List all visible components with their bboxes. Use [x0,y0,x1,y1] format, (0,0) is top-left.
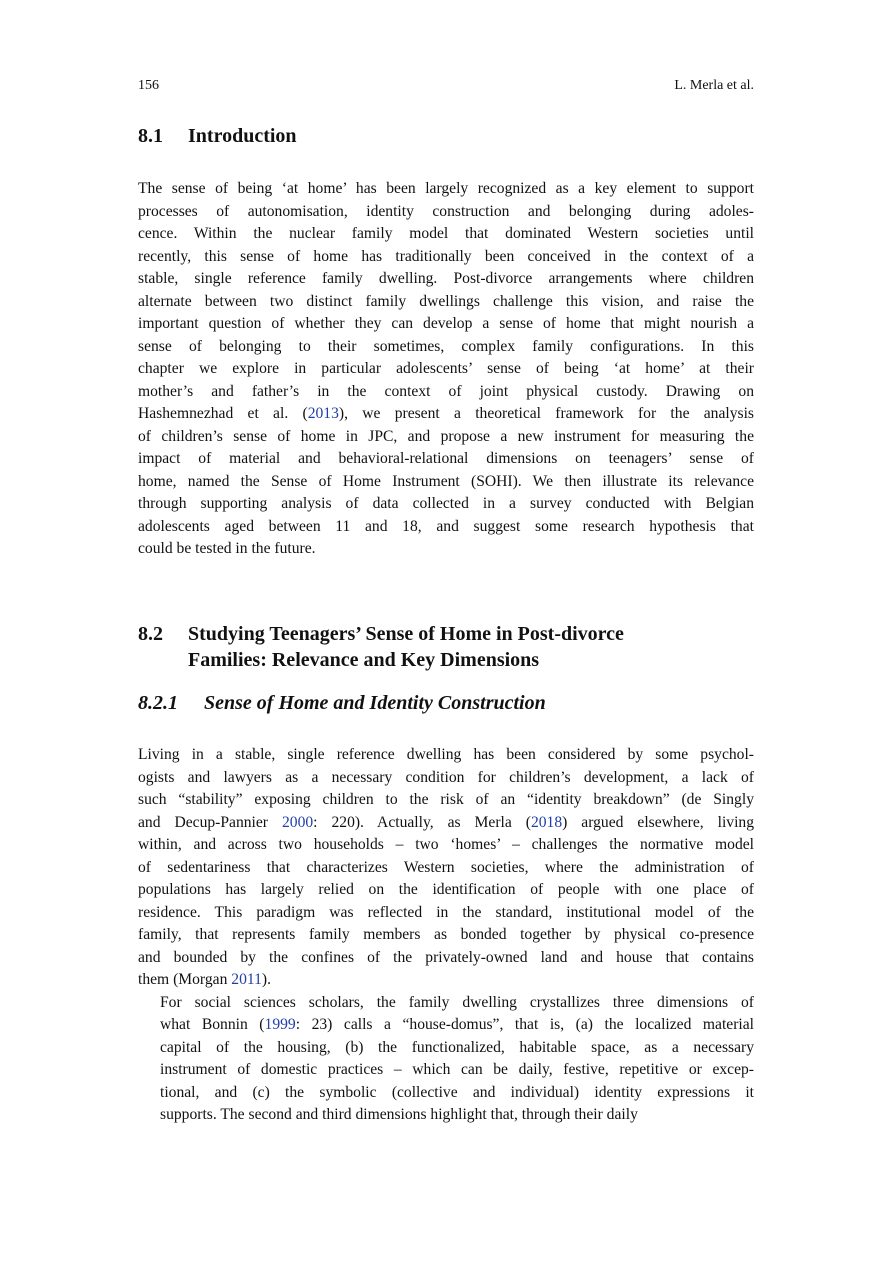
text-line [138,246,754,269]
text-segment: tional, and (c) the symbolic (collective and individual) identity expressions it [160,1083,754,1101]
citation-year-link[interactable]: 1999 [264,1016,296,1033]
text-segment: chapter we explore in particular adolescents’ sense of being ‘at home’ at their [138,360,754,377]
citation-year-link[interactable]: 2013 [307,405,339,422]
text-segment: within, and across two households – two ‘homes’ – challenges the normative model [138,836,754,853]
text-segment: what Bonnin ( [160,1016,265,1033]
text-segment: important question of whether they can develop a sense of home that might nourish a [138,315,754,332]
text-segment: ogists and lawyers as a necessary condition for children’s development, a lack of [138,768,754,786]
citation-year-link[interactable]: 2018 [530,813,563,831]
text-segment: and bounded by the confines of the privately-owned land and house that contains [138,948,754,966]
text-segment: : 23) calls a “house-domus”, that is, (a) the localized material [295,1016,754,1033]
text-segment: sense of belonging to their sometimes, complex family configurations. In this [138,337,754,355]
text-segment: Living in a stable, single reference dwelling has been considered by some psychol- [138,746,754,763]
text-line [138,493,754,516]
text-line [138,947,754,970]
text-segment: impact of material and behavioral-relational dimensions on teenagers’ sense of [138,450,754,467]
text-segment: residence. This paradigm was reflected in the standard, institutional model of the [138,903,754,921]
text-line [138,313,754,336]
text-segment: them (Morgan [138,971,232,988]
text-segment: ), we present a theoretical framework for the analysis [338,405,754,422]
text-line [138,924,754,947]
text-segment: ) argued elsewhere, living [562,813,754,831]
text-segment: capital of the housing, (b) the functionalized, habitable space, as a necessary [160,1038,754,1056]
text-segment: alternate between two distinct family dwellings challenge this vision, and raise the [138,292,754,310]
text-segment: ). [261,971,271,988]
text-line [138,744,754,767]
text-line [138,902,754,925]
subsection-heading-8-2-1 [138,690,546,716]
text-segment: supports. The second and third dimensions highlight that, through their daily [160,1106,638,1123]
text-segment: For social sciences scholars, the family dwelling crystallizes three dimensions of [160,993,754,1011]
text-segment: The sense of being ‘at home’ has been largely recognized as a key element to support [138,180,754,197]
text-line [138,336,754,359]
text-segment: could be tested in the future. [138,540,316,557]
text-segment: home, named the Sense of Home Instrument (SOHI). We then illustrate its relevance [138,472,754,490]
text-line [138,291,754,314]
text-line [138,268,754,291]
text-segment: recently, this sense of home has traditionally been conceived in the context of a [138,247,754,265]
text-line [138,1082,754,1105]
section-number: 8.1 [138,125,163,147]
text-line [138,403,754,426]
text-line [138,358,754,381]
text-segment: mother’s and father’s in the context of joint physical custody. Drawing on [138,382,754,400]
text-line [138,471,754,494]
text-line [138,381,754,404]
text-segment: of sedentariness that characterizes Western societies, where the administration of [138,858,754,876]
section-title [188,621,624,673]
text-line [138,426,754,449]
section-heading-8-1 [138,123,297,149]
section-heading-8-2 [138,621,624,673]
text-line [138,1059,754,1082]
identity-paragraphs [138,744,754,1127]
text-segment: : 220). Actually, as Merla ( [313,813,531,831]
text-line [138,969,754,992]
text-line [138,767,754,790]
paragraph [138,992,754,1127]
running-head-author: L. Merla et al. [674,78,754,93]
text-segment: populations has largely relied on the identification of people with one place of [138,881,754,898]
section-number: 8.2 [138,623,163,645]
section-title-line: Families: Relevance and Key Dimensions [188,649,540,671]
text-line [138,516,754,539]
text-line [138,201,754,224]
page-number: 156 [138,78,159,93]
intro-paragraph [138,178,754,561]
subsection-title: Sense of Home and Identity Construction [204,692,546,714]
text-line [138,1104,754,1127]
text-segment: of children’s sense of home in JPC, and propose a new instrument for measuring the [138,427,754,445]
text-line [138,1014,754,1037]
text-line [138,1037,754,1060]
text-line [138,448,754,471]
subsection-number: 8.2.1 [138,692,178,714]
text-segment: stable, single reference family dwelling. Post-divorce arrangements where children [138,270,754,287]
paragraph [138,744,754,992]
section-title-line: Studying Teenagers’ Sense of Home in Post-divorce [188,623,624,645]
paragraph [138,178,754,561]
text-line [138,834,754,857]
citation-year-link[interactable]: 2000 [281,813,314,831]
text-segment: cence. Within the nuclear family model that dominated Western societies until [138,225,754,242]
running-head [138,78,754,94]
text-segment: such “stability” exposing children to the risk of an “identity breakdown” (de Singly [138,791,754,808]
section-title: Introduction [188,125,297,147]
text-line [138,789,754,812]
text-line [138,879,754,902]
citation-year-link[interactable]: 2011 [231,971,262,988]
text-line [138,812,754,835]
text-segment: instrument of domestic practices – which can be daily, festive, repetitive or excep- [160,1061,754,1078]
text-line [138,857,754,880]
text-segment: adolescents aged between 11 and 18, and suggest some research hypothesis that [138,517,754,535]
text-line [138,992,754,1015]
text-segment: processes of autonomisation, identity construction and belonging during adoles- [138,202,754,220]
text-line [138,223,754,246]
text-segment: Hashemnezhad et al. ( [138,405,308,422]
text-segment: and Decup-Pannier [138,813,282,831]
text-segment: through supporting analysis of data collected in a survey conducted with Belgian [138,495,754,512]
text-segment: family, that represents family members as bonded together by physical co-presence [138,926,754,943]
text-line [138,178,754,201]
text-line [138,538,754,561]
